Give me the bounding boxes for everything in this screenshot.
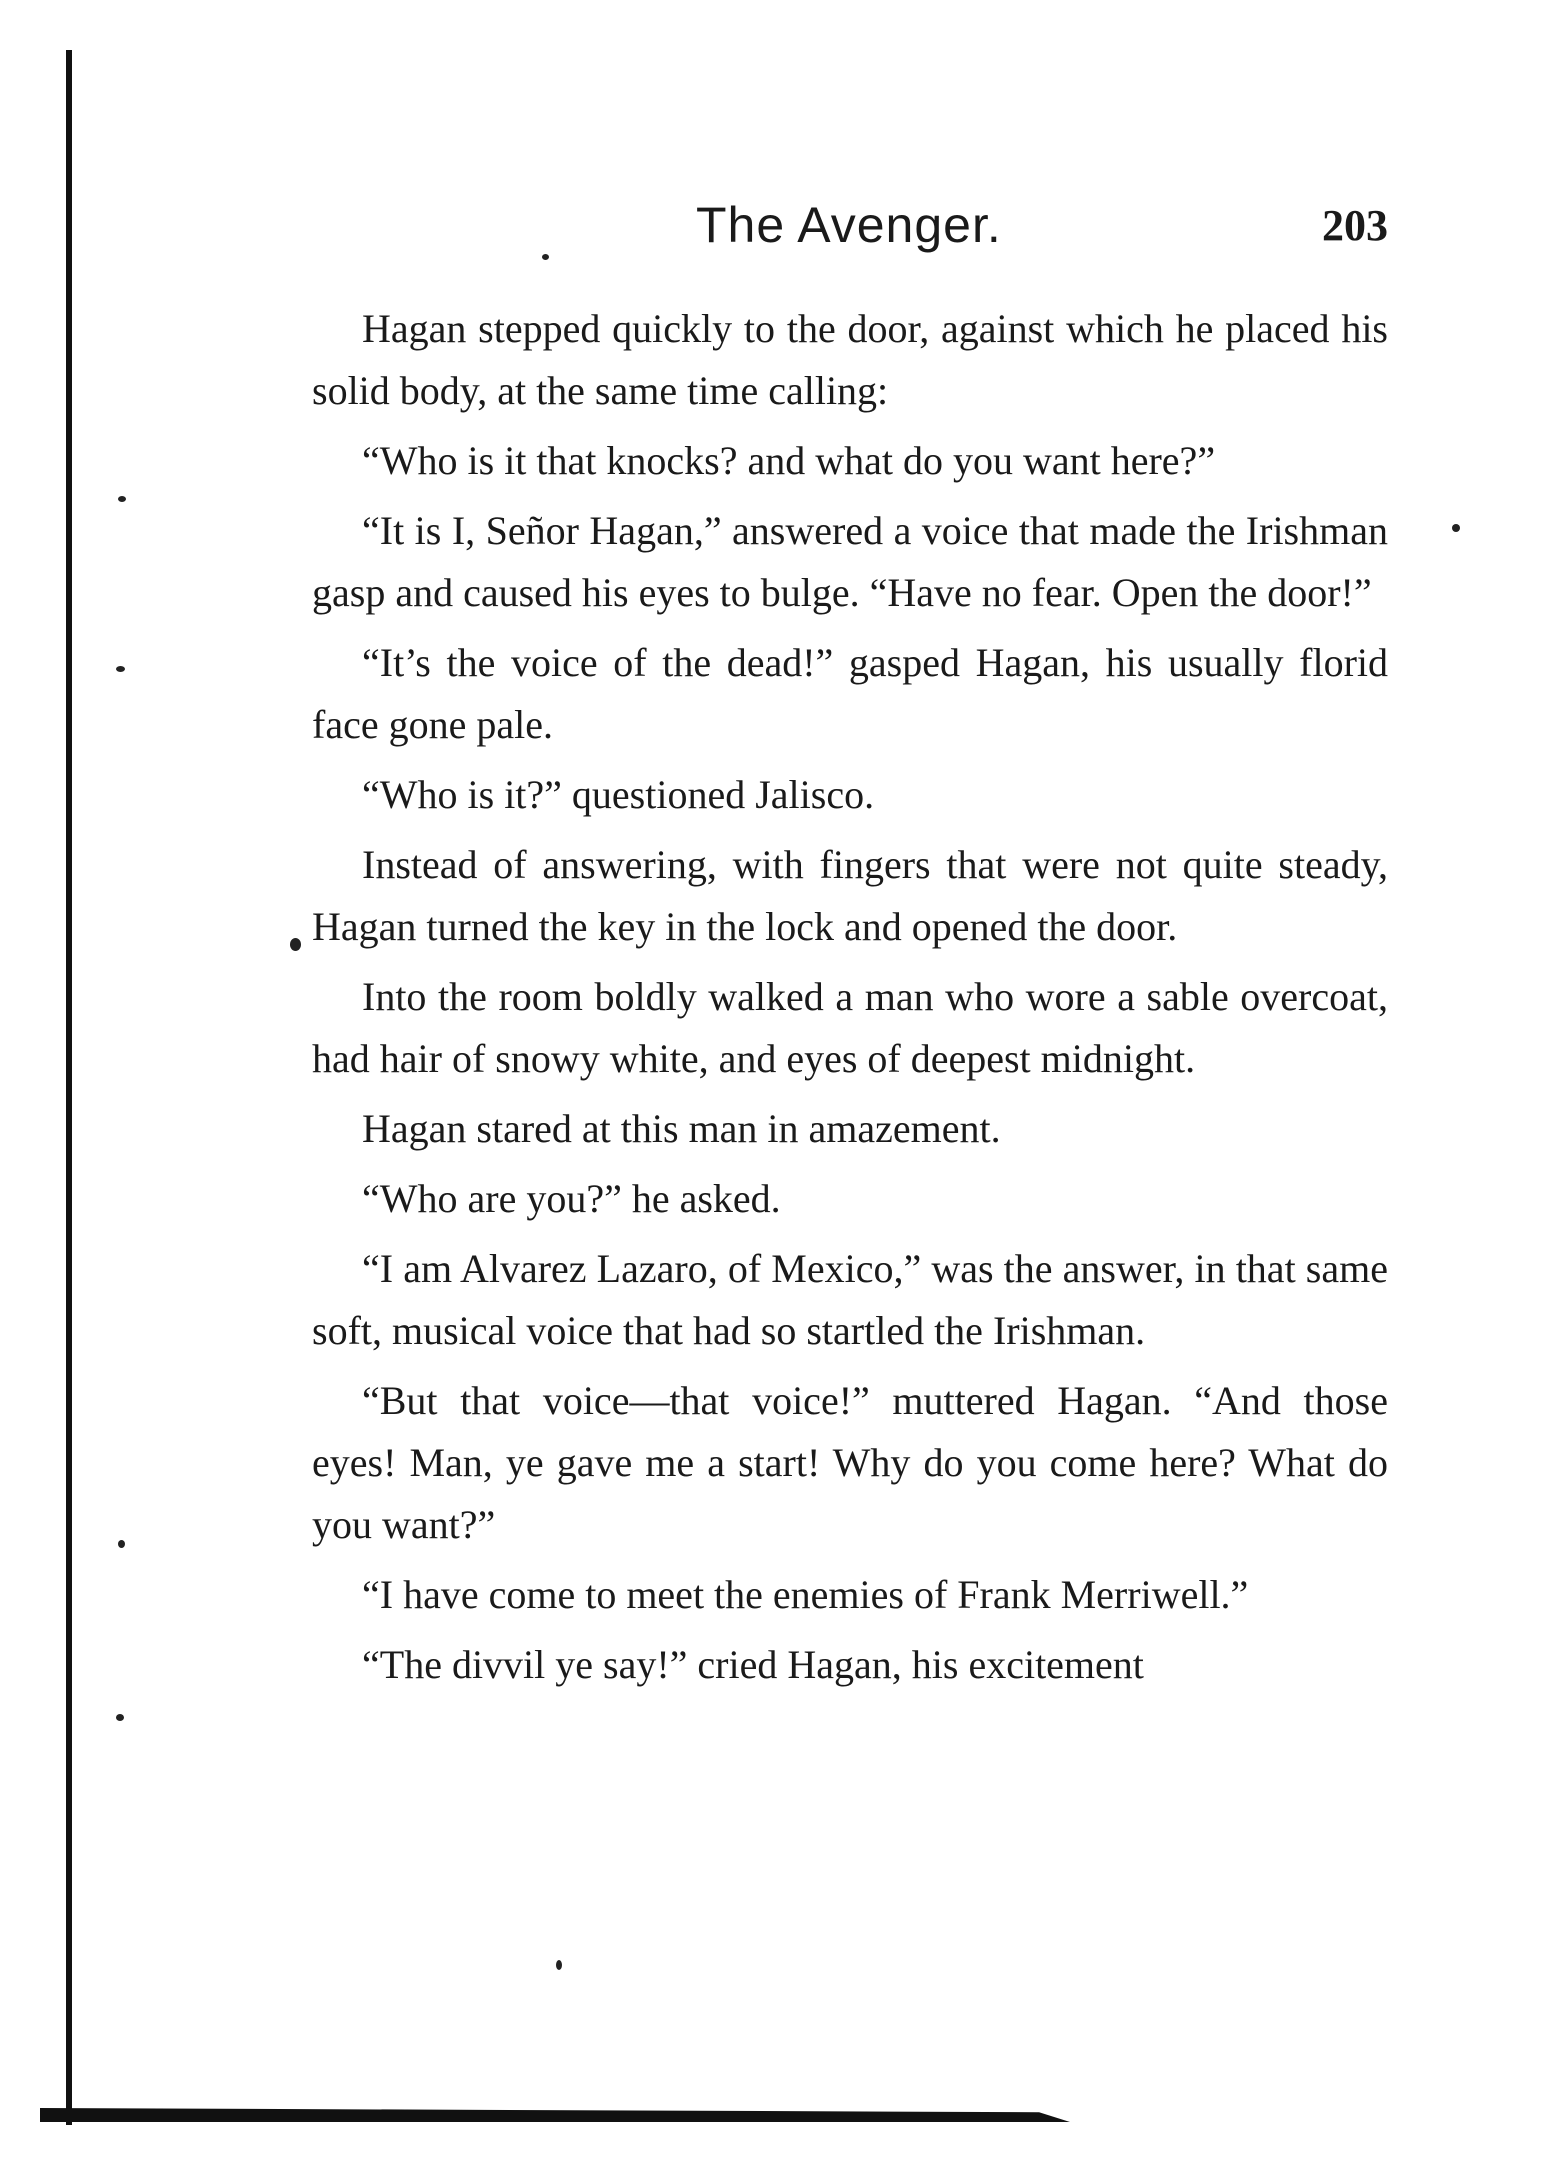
running-title: The Avenger. <box>696 197 1002 253</box>
scan-speck <box>1452 524 1460 532</box>
scan-speck <box>290 938 301 951</box>
paragraph: Hagan stared at this man in amazement. <box>362 1106 1001 1151</box>
left-binding-rule <box>66 50 72 2125</box>
bottom-binding-rule <box>40 2108 1070 2122</box>
scan-speck <box>118 1540 125 1548</box>
paragraph: “Who are you?” he asked. <box>362 1176 781 1221</box>
paragraph: Hagan stepped quickly to the door, against which he placed his solid body, at the same time calling: <box>312 306 1388 413</box>
scan-speck <box>118 496 126 502</box>
scan-speck <box>116 666 125 672</box>
paragraph: “I am Alvarez Lazaro, of Mexico,” was the answer, in that same soft, musical voice that had so startled the Irishman. <box>312 1246 1388 1353</box>
body-text <box>312 298 1388 1704</box>
paragraph: “It is I, Señor Hagan,” answered a voice that made the Irishman gasp and caused his eyes to bulge. “Have no fear. Open the door!” <box>312 508 1388 615</box>
paragraph: “It’s the voice of the dead!” gasped Hagan, his usually florid face gone pale. <box>312 640 1388 747</box>
paragraph: “Who is it that knocks? and what do you want here?” <box>362 438 1216 483</box>
page-number: 203 <box>1322 201 1388 250</box>
paragraph: Instead of answering, with fingers that were not quite steady, Hagan turned the key in the lock and opened the door. <box>312 842 1388 949</box>
scan-speck <box>556 1960 562 1970</box>
scan-speck <box>116 1714 124 1721</box>
paragraph: “The divvil ye say!” cried Hagan, his excitement <box>362 1642 1144 1687</box>
paragraph: “But that voice—that voice!” muttered Hagan. “And those eyes! Man, ye gave me a start! Why do you come here? What do you want?” <box>312 1378 1388 1547</box>
page-header <box>310 196 1388 266</box>
paragraph: Into the room boldly walked a man who wore a sable overcoat, had hair of snowy white, and eyes of deepest midnight. <box>312 974 1388 1081</box>
paragraph: “Who is it?” questioned Jalisco. <box>362 772 875 817</box>
paragraph: “I have come to meet the enemies of Frank Merriwell.” <box>362 1572 1249 1617</box>
